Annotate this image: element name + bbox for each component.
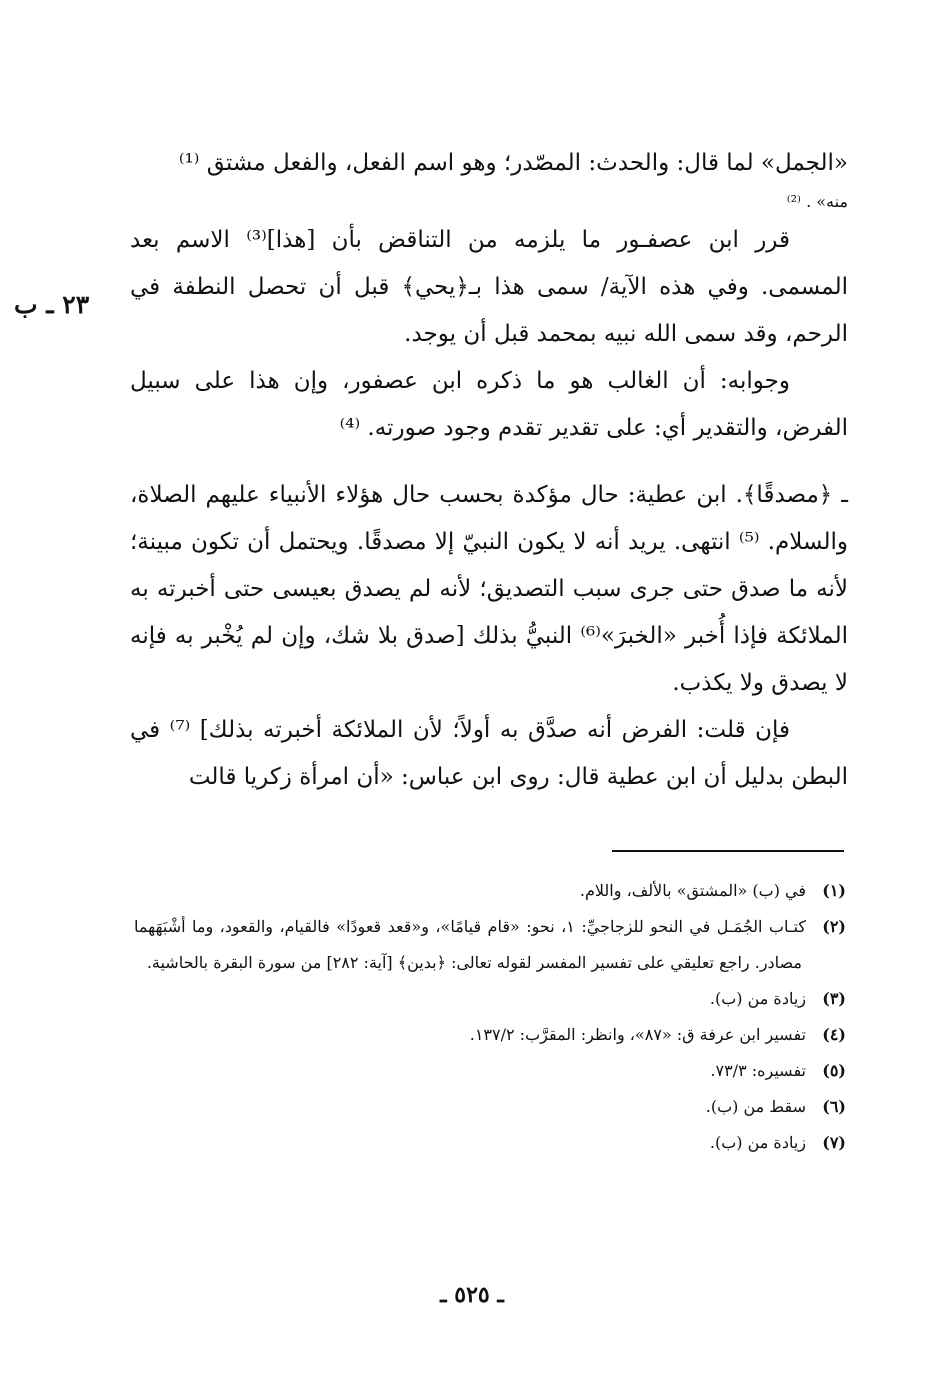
footnote-number: (٣): [822, 989, 846, 1008]
footnote-2: [134, 909, 846, 981]
footnote-divider: [612, 850, 844, 852]
paragraph-5: فإن قلت: الفرض أنه صدَّق به أولاً؛ لأن الملائكة أخبرته بذلك] ⁽⁷⁾ في البطن بدليل أن ابن عطية قال: روى ابن عباس: «أن امرأة زكريا قالت: [130, 717, 848, 790]
footnote-number: (٥): [822, 1061, 846, 1080]
main-text: [130, 140, 848, 801]
paragraph-4: ـ ﴿مصدقًا﴾. ابن عطية: حال مؤكدة بحسب حال هؤلاء الأنبياء عليهم الصلاة، والسلام. ⁽⁵⁾ انتهى. يريد أنه لا يكون النبيّ إلا مصدقًا. ويحتمل أن تكون مبينة؛ لأنه ما صدق حتى جرى سبب التصديق؛ لأنه لم يصدق بعيسى حتى أخبرته به الملائكة فإذا أُخبر «الخبرَ»⁽⁶⁾ النبيُّ بذلك [صدق بلا شك، وإن لم يُخْبر به فإنه لا يصدق ولا يكذب.: [130, 482, 848, 696]
footnote-text: كتـاب الجُمَـل في النحو للزجاجيِّ: ١، نحو: «قام قيامًا»، و«قعد قعودًا» فالقيام، والقعود، وما أشْبَهَهما مصادر. راجع تعليقي على تفسير المفسر لقوله تعالى: ﴿بدين﴾ [آية: ٢٨٢] من سورة البقرة بالحاشية.: [134, 917, 806, 972]
footnote-text: تفسيره: ٧٣/٣.: [710, 1061, 806, 1080]
paragraph-1-line-2: منه» . ⁽²⁾: [786, 192, 848, 211]
footnote-number: (٦): [822, 1097, 846, 1116]
paragraph-2: قرر ابن عصفـور ما يلزمه من التناقض بأن [هذا]⁽³⁾ الاسم بعد المسمى. وفي هذه الآية/ سمى هذا بـ﴿يحي﴾ قبل أن تحصل النطفة في الرحم، وقد سمى الله نبيه بمحمد قبل أن يوجد.: [130, 227, 848, 347]
footnote-text: زيادة من (ب).: [709, 1133, 806, 1152]
footnote-text: في (ب) «المشتق» بالألف، واللام.: [579, 881, 806, 900]
footnote-5: [134, 1053, 846, 1089]
footnotes: [134, 873, 846, 1161]
footnote-1: [134, 873, 846, 909]
footnote-number: (٧): [822, 1133, 846, 1152]
paragraph-3: وجوابه: أن الغالب هو ما ذكره ابن عصفور، وإن هذا على سبيل الفرض، والتقدير أي: على تقدير تقدم وجود صورته. ⁽⁴⁾: [130, 368, 848, 441]
footnote-4: [134, 1017, 846, 1053]
footnote-7: [134, 1125, 846, 1161]
footnote-6: [134, 1089, 846, 1125]
paragraph-1-line-1: «الجمل» لما قال: والحدث: المصّدر؛ وهو اسم الفعل، والفعل مشتق ⁽¹⁾: [178, 150, 848, 176]
folio-margin-note: ٢٣ ـ ب: [14, 290, 90, 319]
footnote-number: (١): [822, 881, 846, 900]
footnote-number: (٢): [822, 917, 846, 936]
page-number: ـ ٥٢٥ ـ: [440, 1282, 504, 1308]
footnote-text: زيادة من (ب).: [709, 989, 806, 1008]
footnote-text: تفسير ابن عرفة ق: «٨٧»، وانظر: المقرَّب: ١٣٧/٢.: [469, 1025, 806, 1044]
footnote-3: [134, 981, 846, 1017]
footnote-number: (٤): [822, 1025, 846, 1044]
footnote-text: سقط من (ب).: [705, 1097, 806, 1116]
